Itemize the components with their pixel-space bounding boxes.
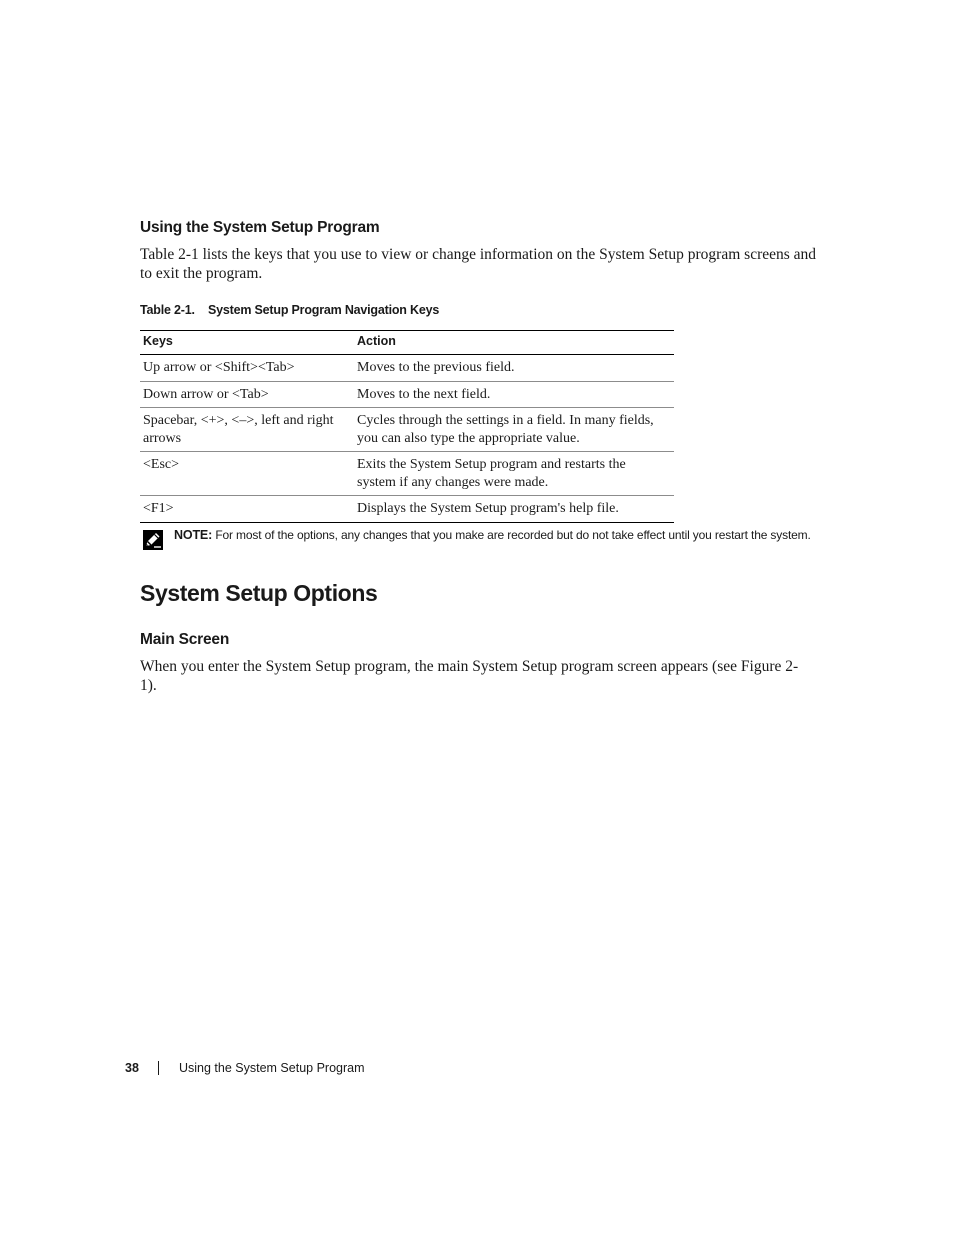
- cell-keys: Spacebar, <+>, <–>, left and right arrows: [140, 408, 354, 452]
- table-header-row: [140, 331, 674, 355]
- page-number: 38: [125, 1061, 139, 1075]
- intro-paragraph: Table 2-1 lists the keys that you use to view or change information on the System Setup program screens and to exit the program.: [140, 246, 817, 282]
- footer-divider: [158, 1061, 159, 1075]
- cell-keys: Down arrow or <Tab>: [140, 381, 354, 408]
- cell-action: Exits the System Setup program and restarts the system if any changes were made.: [354, 452, 674, 496]
- header-action: Action: [354, 331, 674, 355]
- cell-keys: <F1>: [140, 496, 354, 523]
- cell-action: Displays the System Setup program's help file.: [354, 496, 674, 523]
- table-row: [140, 408, 674, 452]
- section-heading: Using the System Setup Program: [140, 219, 380, 236]
- navigation-keys-table: [140, 330, 674, 523]
- note-text: [174, 527, 820, 545]
- table-row: [140, 496, 674, 523]
- table-row: [140, 355, 674, 382]
- header-keys: Keys: [140, 331, 354, 355]
- cell-keys: <Esc>: [140, 452, 354, 496]
- page-footer: [125, 1061, 365, 1075]
- table-caption-title: System Setup Program Navigation Keys: [208, 303, 440, 317]
- table-row: [140, 452, 674, 496]
- cell-action: Cycles through the settings in a field. In many fields, you can also type the appropriate value.: [354, 408, 674, 452]
- table-caption-number: Table 2-1.: [140, 303, 195, 317]
- cell-action: Moves to the next field.: [354, 381, 674, 408]
- note-pencil-icon: [143, 530, 163, 550]
- main-screen-paragraph: When you enter the System Setup program, the main System Setup program screen appears (see Figure 2-1).: [140, 658, 799, 694]
- options-title: System Setup Options: [140, 580, 378, 606]
- cell-action: Moves to the previous field.: [354, 355, 674, 382]
- note-label: NOTE:: [174, 528, 213, 542]
- footer-chapter: Using the System Setup Program: [179, 1061, 365, 1075]
- main-screen-heading: Main Screen: [140, 631, 230, 648]
- cell-keys: Up arrow or <Shift><Tab>: [140, 355, 354, 382]
- table-caption: [140, 303, 439, 317]
- note-body: For most of the options, any changes that you make are recorded but do not take effect until you restart the system.: [215, 528, 811, 542]
- note-callout: [140, 527, 820, 545]
- table-row: [140, 381, 674, 408]
